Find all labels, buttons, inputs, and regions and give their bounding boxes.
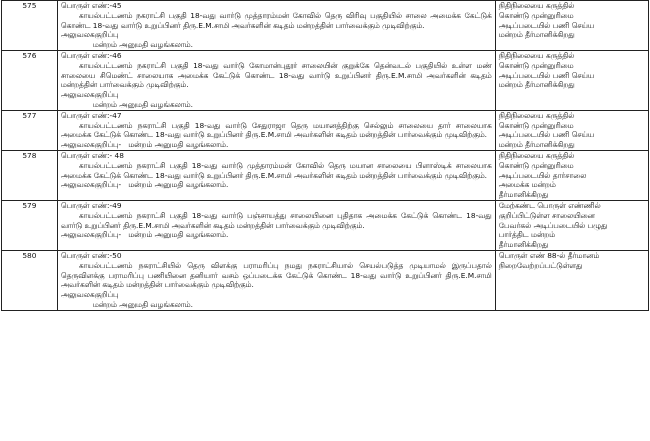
resolution-line: கொண்டு முன்னுரிமை <box>498 10 574 20</box>
office-note-label: அலுவலககுறிப்பு- <box>60 230 122 240</box>
resolution-line: மன்றம் தீர்மானிக்கிறது <box>498 30 575 40</box>
table-row <box>2 250 649 310</box>
subject-cell <box>57 200 495 250</box>
subject-number: பொருள் எண்:-46 <box>60 50 122 60</box>
resolution-line: அடிப்படையில் பணி செய்ய <box>498 20 595 30</box>
resolution-line: மன்றம் தீர்மானிக்கிறது <box>498 140 575 150</box>
office-note-decision: மன்றம் அனுமதி வழங்கலாம். <box>128 230 229 240</box>
office-note-line <box>61 180 492 190</box>
resolution-line: அடிப்படையில் பணி செய்ய <box>498 70 595 80</box>
serial-number-cell: 575 <box>2 1 58 51</box>
subject-cell <box>57 110 495 150</box>
resolution-line: தீர்மானிக்கிறது <box>498 190 549 200</box>
office-note-decision: மன்றம் அனுமதி வழங்கலாம். <box>92 299 193 309</box>
office-note-decision: மன்றம் அனுமதி வழங்கலாம். <box>128 180 229 190</box>
resolution-line: பேவர்கல் அடிப்படையில் பழுது <box>498 220 608 230</box>
resolution-cell <box>495 250 648 310</box>
resolution-line: அமைக்க மன்றம் <box>498 180 556 190</box>
council-minutes-table <box>1 0 649 311</box>
subject-text: காயல்பட்டணம் நகராட்சி பகுதி 18-வது வார்டு பஞ்சாயத்து சாலையினை புதிதாக அமைக்க கேட்டுக் கொண்ட 18-வது வார்டு உறுப்பினர் திரு.E.M.சாமி அவர்களின் கடிதம் மன்றத்தின் பார்வைக்கும் முடிவிற்கும். <box>60 210 492 230</box>
resolution-line: நிதிநிலையை கருத்தில் <box>498 110 575 120</box>
resolution-cell <box>495 110 648 150</box>
subject-number: பொருள் எண்:-50 <box>60 250 122 260</box>
resolution-line: தீர்மானிக்கிறது <box>498 240 549 250</box>
resolution-line: கொண்டு முன்னுரிமை <box>498 120 574 130</box>
subject-number: பொருள் எண்:-47 <box>60 110 122 120</box>
office-note-decision: மன்றம் அனுமதி வழங்கலாம். <box>92 99 193 109</box>
subject-number: பொருள் எண்:- 48 <box>60 150 124 160</box>
resolution-cell <box>495 50 648 110</box>
subject-text: காயல்பட்டணம் நகராட்சி பகுதி 18-வது வார்டு கோமான்புதூர் சாலையின் குறுக்கே தென்வடல் பகுதியில் உள்ள மண் சாலையை சிமெண்ட் சாலையாக அமைக்க கேட்டுக் கொண்ட 18-வது வார்டு உறுப்பினர் திரு.E.M.சாமி அவர்களின் கடிதம் மன்றத்தின் பார்வைக்கும் முடிவிற்கும். <box>60 60 492 90</box>
resolution-line: கொண்டு முன்னுரிமை <box>498 60 574 70</box>
table-row <box>2 50 649 110</box>
resolution-line: மன்றம் தீர்மானிக்கிறது <box>498 80 575 90</box>
office-note-label: அலுவலககுறிப்பு- <box>60 140 122 150</box>
office-note-decision: மன்றம் அனுமதி வழங்கலாம். <box>128 140 229 150</box>
subject-text: காயல்பட்டணம் நகராட்சி பகுதி 18-வது வார்டு முத்தாரம்மன் கோவில் தெரு மயான சாலையை பிளாஸ்டிக் சாலையாக அமைக்க கேட்டுக் கொண்ட 18-வது வார்டு உறுப்பினர் திரு.E.M.சாமி அவர்களின் கடிதம் மன்றத்தின் பார்வைக்கும் முடிவிற்கும். <box>60 160 492 180</box>
resolution-line: நிறைவேற்றப்பட்டுள்ளது <box>498 260 583 270</box>
resolution-line: நிதிநிலையை கருத்தில் <box>498 150 575 160</box>
resolution-cell <box>495 1 648 51</box>
minutes-table-body <box>2 1 649 311</box>
office-note-line <box>61 140 492 150</box>
serial-number-cell: 579 <box>2 200 58 250</box>
subject-cell <box>57 1 495 51</box>
resolution-line: கொண்டு முன்னுரிமை <box>498 160 574 170</box>
subject-cell <box>57 50 495 110</box>
office-note-label: அலுவலககுறிப்பு <box>60 90 119 100</box>
resolution-line: அடிப்படையில் பணி செய்ய <box>498 130 595 140</box>
subject-number: பொருள் எண்:-45 <box>60 1 122 10</box>
table-row <box>2 1 649 51</box>
subject-number: பொருள் எண்:-49 <box>60 200 122 210</box>
serial-number-cell: 576 <box>2 50 58 110</box>
serial-number-cell: 580 <box>2 250 58 310</box>
table-row <box>2 110 649 150</box>
office-note-decision: மன்றம் அனுமதி வழங்கலாம். <box>92 40 193 50</box>
resolution-cell <box>495 150 648 200</box>
resolution-line: பார்த்திட மன்றம் <box>498 230 556 240</box>
resolution-line: நிதிநிலையை கருத்தில் <box>498 50 575 60</box>
resolution-line: அடிப்படையில் தார்சாலை <box>498 170 587 180</box>
subject-text: காயல்பட்டணம் நகராட்சியில் தெரு விளக்கு பராமரிப்பு நமது நகராட்சியால் செயல்படுத்த முடியாமல் இருப்பதால் தெருவிளக்கு பராமரிப்பு பணியினை தனியார் வசம் ஒப்படைக்க கேட்டுக் கொண்ட 18-வது வார்டு உறுப்பினர் திரு.E.M.சாமி அவர்களின் கடிதம் மன்றத்தின் பார்வைக்கும் முடிவிற்கும். <box>60 260 492 290</box>
subject-cell <box>57 250 495 310</box>
office-note-label: அலுவலககுறிப்பு <box>60 30 119 40</box>
subject-text: காயல்பட்டணம் நகராட்சி பகுதி 18-வது வார்டு சேதுராஜா தெரு மயானத்திற்கு செல்லும் சாலையை தார் சாலையாக அமைக்க கேட்டுக் கொண்ட 18-வது வார்டு உறுப்பினர் திரு.E.M.சாமி அவர்களின் கடிதம் மன்றத்தின் பார்வைக்கும் முடிவிற்கும். <box>60 120 492 140</box>
resolution-line: நிதிநிலையை கருத்தில் <box>498 1 575 10</box>
resolution-cell <box>495 200 648 250</box>
resolution-line: மேற்கண்ட பொருள் எண்ணில் <box>498 200 601 210</box>
serial-number-cell: 577 <box>2 110 58 150</box>
resolution-line: பொருள் எண் 88-ல் தீர்மானம் <box>498 250 600 260</box>
subject-text: காயல்பட்டணம் நகராட்சி பகுதி 18-வது வார்டு முத்தாரம்மன் கோவில் தெரு விரிவு பகுதியில் சாலை அமைக்க கேட்டுக் கொண்ட 18-வது வார்டு உறுப்பினர் திரு.E.M.சாமி அவர்களின் கடிதம் மன்றத்தின் பார்வைக்கும் முடிவிற்கும். <box>60 10 492 30</box>
office-note-label: அலுவலககுறிப்பு <box>60 290 119 300</box>
office-note-label: அலுவலககுறிப்பு- <box>60 180 122 190</box>
office-note-line <box>61 230 492 240</box>
table-row <box>2 200 649 250</box>
serial-number-cell: 578 <box>2 150 58 200</box>
table-row <box>2 150 649 200</box>
resolution-line: குறிப்பிட்டுள்ள சாலையினை <box>498 210 595 220</box>
subject-cell <box>57 150 495 200</box>
